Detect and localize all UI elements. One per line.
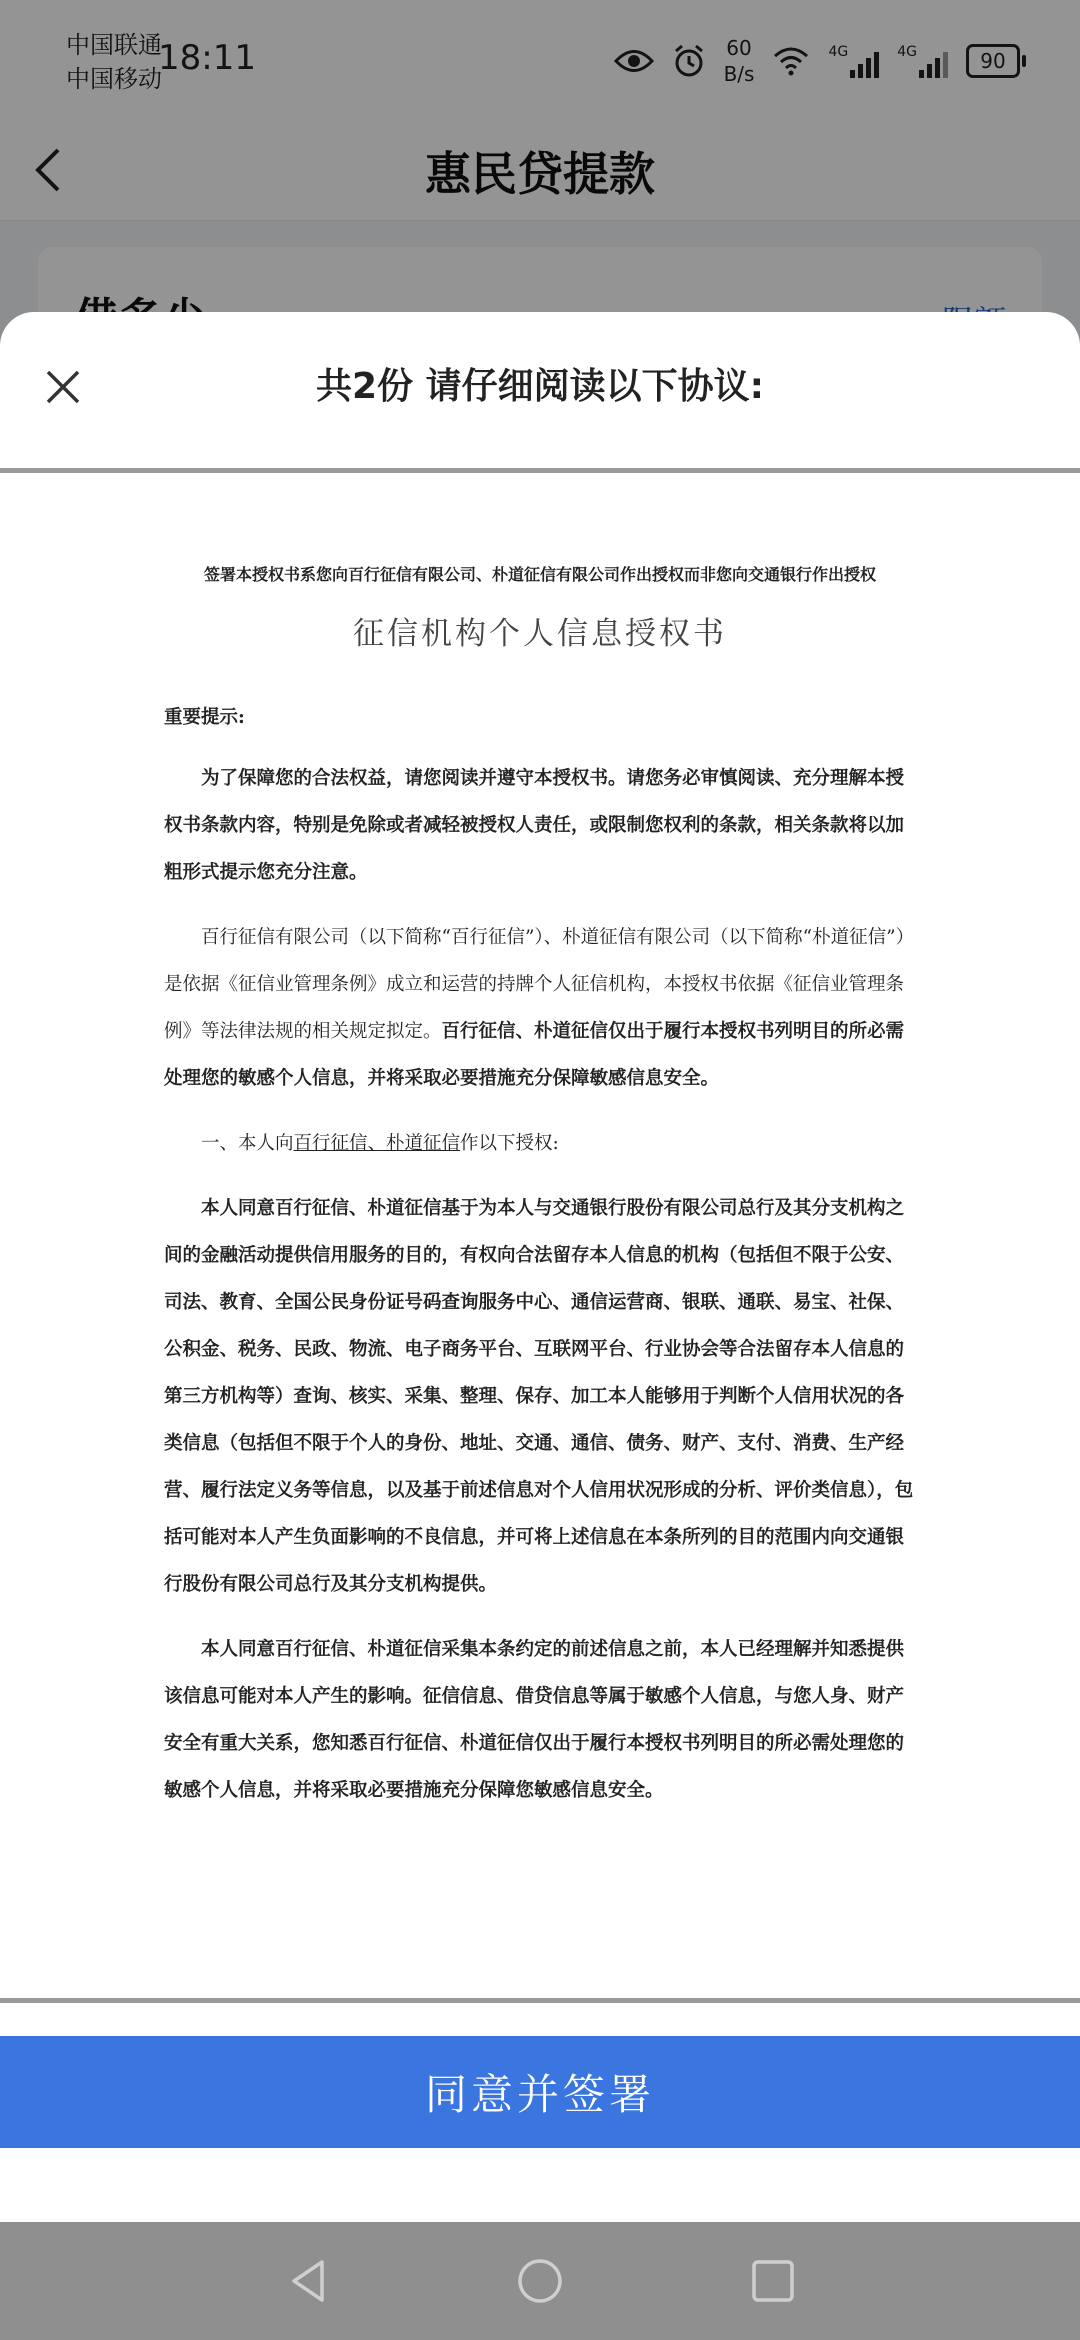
nav-back-icon[interactable] xyxy=(284,2256,334,2306)
sheet-header xyxy=(0,312,1080,470)
doc-text: 百行征信有限公司（以下简称“百行征信”）、朴道征信有限公司（以下简称“朴道征信”）是依据《征信业管理条例》成立和运营的持牌个人征信机构，本授权书依据《征信业管理条例》等法律法规的相关规定拟定。 xyxy=(164,927,915,1042)
important-label: 重要提示: xyxy=(164,707,245,728)
doc-header-note: 签署本授权书系您向百行征信有限公司、朴道征信有限公司作出授权而非您向交通银行作出授权 xyxy=(203,565,876,584)
doc-paragraph: 本人同意百行征信、朴道征信基于为本人与交通银行股份有限公司总行及其分支机构之间的金融活动提供信用服务的目的，有权向合法留存本人信息的机构（包括但不限于公安、司法、教育、全国公民身份证号码查询服务中心、通信运营商、银联、通联、易宝、社保、公积金、税务、民政、物流、电子商务平台、互联网平台、行业协会等合法留存本人信息的第三方机构等）查询、核实、采集、整理、保存、加工本人能够用于判断个人信用状况的各类信息（包括但不限于个人的身份、地址、交通、通信、债务、财产、支付、消费、生产经营、履行法定义务等信息，以及基于前述信息对个人信用状况形成的分析、评价类信息），包括可能对本人产生负面影响的不良信息，并可将上述信息在本条所列的目的范围内向交通银行股份有限公司总行及其分支机构提供。 xyxy=(164,1198,914,1595)
status-time: 18:11 xyxy=(158,38,256,78)
divider xyxy=(0,1998,1080,2003)
doc-text-bold: 百行征信、朴道征信仅出于履行本授权书列明目的所必需处理您的敏感个人信息，并将采取必要措施充分保障敏感信息安全。 xyxy=(164,1021,905,1089)
system-nav-bar xyxy=(0,2222,1080,2340)
divider xyxy=(0,468,1080,473)
doc-body xyxy=(164,694,916,1832)
doc-paragraph: 为了保障您的合法权益，请您阅读并遵守本授权书。请您务必审慎阅读、充分理解本授权书条款内容，特别是免除或者减轻被授权人责任，或限制您权利的条款，相关条款将以加粗形式提示您充分注意。 xyxy=(164,768,905,883)
doc-title: 征信机构个人信息授权书 xyxy=(353,616,727,652)
net-speed-unit: B/s xyxy=(723,62,755,86)
sheet-footer xyxy=(0,2024,1080,2222)
agreement-document[interactable] xyxy=(0,474,1080,1996)
page-title: 惠民贷提款 xyxy=(425,147,655,201)
agree-and-sign-button[interactable]: 同意并签署 xyxy=(0,2036,1080,2148)
carrier-2: 中国移动 xyxy=(66,65,162,93)
nav-home-icon[interactable] xyxy=(515,2256,565,2306)
doc-paragraph: 本人同意百行征信、朴道征信采集本条约定的前述信息之前，本人已经理解并知悉提供该信息可能对本人产生的影响。征信信息、借贷信息等属于敏感个人信息，与您人身、财产安全有重大关系，您知悉百行征信、朴道征信仅出于履行本授权书列明目的所必需处理您的敏感个人信息，并将采取必要措施充分保障您敏感信息安全。 xyxy=(164,1639,905,1801)
section-suffix: 作以下授权: xyxy=(460,1133,559,1154)
section-underlined: 百行征信、朴道征信 xyxy=(293,1133,461,1154)
battery-icon: 90 xyxy=(966,44,1020,78)
nav-recent-apps-icon[interactable] xyxy=(748,2256,798,2306)
carrier-1: 中国联通 xyxy=(66,31,162,59)
net-speed-value: 60 xyxy=(726,36,752,60)
doc-paragraph xyxy=(164,914,916,1102)
signal-1-label: 4G xyxy=(828,44,849,60)
sheet-title: 共2份 请仔细阅读以下协议: xyxy=(316,366,764,407)
agreement-sheet xyxy=(0,312,1080,2222)
signal-2-label: 4G xyxy=(897,44,917,60)
section-heading xyxy=(164,1120,916,1167)
section-prefix: 一、本人向 xyxy=(201,1133,294,1154)
